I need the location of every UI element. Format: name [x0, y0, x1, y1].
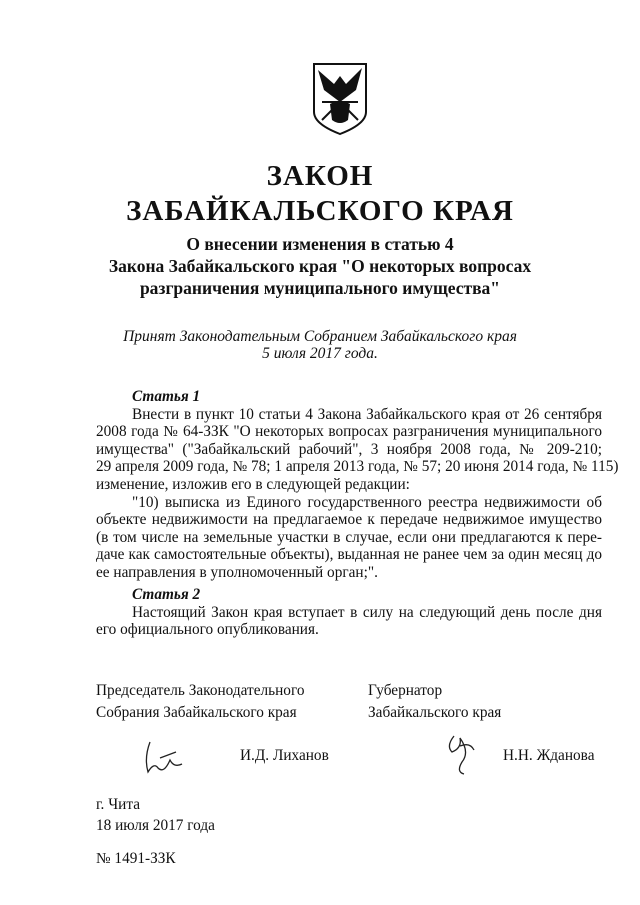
subtitle-line: О внесении изменения в статью 4 [186, 234, 454, 254]
signing-date: 18 июля 2017 года [96, 817, 215, 834]
article-line: ее направления в уполномоченный орган;". [96, 563, 378, 581]
chairman-name: И.Д. Лиханов [240, 747, 329, 764]
governor-title [368, 680, 501, 724]
subtitle-line: Закона Забайкальского края "О некоторых вопросах [108, 256, 532, 276]
document-region: ЗАБАЙКАЛЬСКОГО КРАЯ [126, 195, 514, 227]
article-line: 2008 года № 64-ЗЗК "О некоторых вопросах разграничения муниципального [96, 423, 602, 441]
article-heading: Статья 1 [132, 388, 201, 405]
coat-of-arms-emblem [312, 62, 368, 136]
document-title: ЗАКОН [266, 160, 374, 192]
article-heading: Статья 2 [132, 586, 201, 603]
law-number: № 1491-ЗЗК [96, 850, 176, 867]
city: г. Чита [96, 796, 140, 813]
title-line: Собрания Забайкальского края [96, 704, 297, 721]
adoption-line: Принят Законодательным Собранием Забайкальского края [123, 328, 517, 345]
governor-name: Н.Н. Жданова [503, 747, 595, 764]
subtitle-line: разграничения муниципального имущества" [139, 278, 501, 298]
article-line: "10) выписка из Единого государственного реестра недвижимости об [132, 493, 602, 511]
article-line: изменение, изложив его в следующей редакции: [96, 475, 410, 493]
chairman-signature [140, 738, 185, 778]
adoption-date: 5 июля 2017 года. [262, 345, 378, 362]
document-subtitle [0, 233, 640, 299]
adoption-note [0, 328, 640, 362]
article-line: (в том числе на земельные участки в случае, если они предлагаются к пере- [96, 528, 602, 546]
article-line: 29 апреля 2009 года, № 78; 1 апреля 2013 года, № 57; 20 июня 2014 года, № 115) [96, 458, 619, 476]
title-line: Губернатор [368, 682, 443, 699]
article-2 [96, 586, 602, 639]
title-line: Председатель Законодательного [96, 682, 305, 699]
title-line: Забайкальского края [368, 704, 502, 721]
article-line: даче как самостоятельные объекты), выданная не ранее чем за один месяц до [96, 546, 602, 564]
article-line: объекте недвижимости на предлагаемое к передаче недвижимое имущество [96, 511, 602, 529]
governor-signature [440, 732, 480, 776]
article-line: его официального опубликования. [96, 621, 319, 639]
article-line: Настоящий Закон края вступает в силу на следующий день после дня [132, 603, 602, 621]
article-line: Внести в пункт 10 статьи 4 Закона Забайкальского края от 26 сентября [132, 405, 602, 423]
article-1 [96, 388, 619, 582]
article-line: имущества" ("Забайкальский рабочий", 3 ноября 2008 года, № 209-210; [96, 440, 602, 458]
chairman-title [96, 680, 305, 724]
